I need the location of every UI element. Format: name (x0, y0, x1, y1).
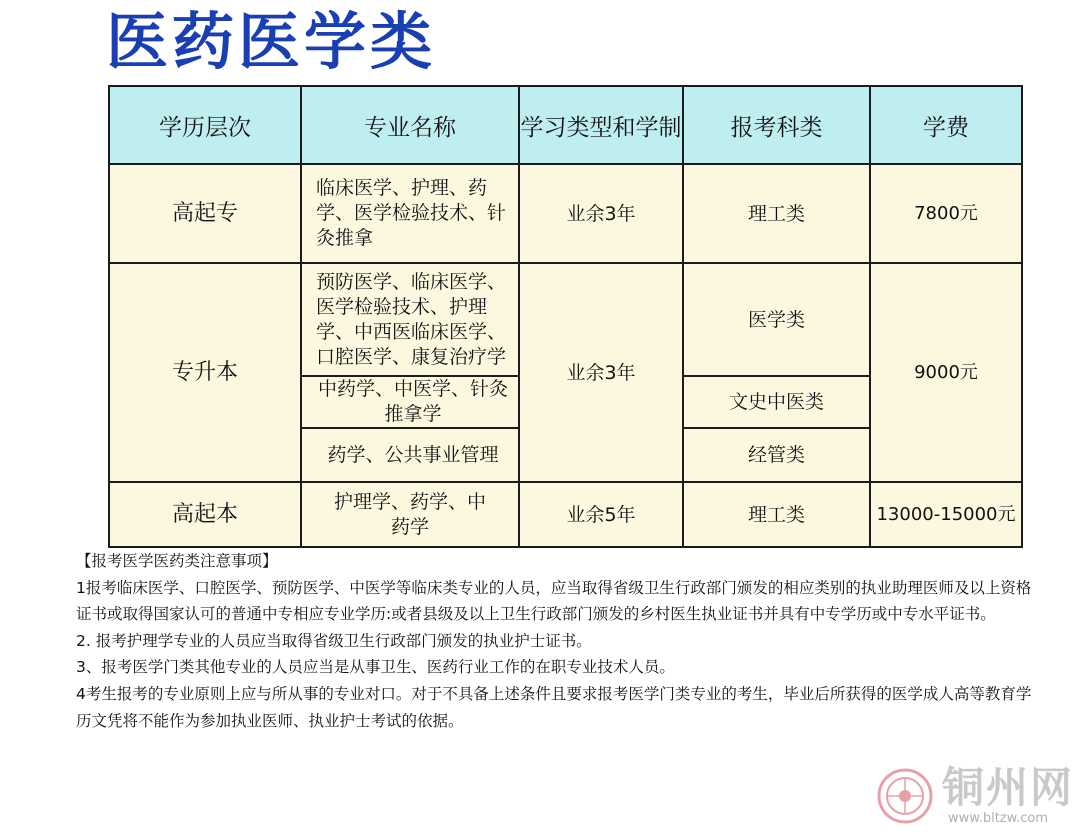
note-item: 1报考临床医学、口腔医学、预防医学、中医学等临床类专业的人员，应当取得省级卫生行政部门颁发的相应类别的执业助理医师及以上资格证书或取得国家认可的普通中专相应专业学历:或者县级及以上卫生行政部门颁发的乡村医生执业证书并具有中专学历或中专水平证书。 (76, 578, 1032, 624)
level-cell: 高起本 (109, 482, 301, 547)
table-row (109, 263, 1022, 376)
study-cell: 业余3年 (519, 164, 683, 263)
category-cell: 经管类 (683, 428, 870, 482)
header-category: 报考科类 (683, 86, 870, 164)
header-level: 学历层次 (109, 86, 301, 164)
category-cell: 医学类 (683, 263, 870, 376)
header-study-type: 学习类型和学制 (519, 86, 683, 164)
note-item: 4考生报考的专业原则上应与所从事的专业对口。对于不具备上述条件且要求报考医学门类专业的考生，毕业后所获得的医学成人高等教育学历文凭将不能作为参加执业医师、执业护士考试的依据。 (76, 684, 1032, 730)
study-cell: 业余3年 (519, 263, 683, 482)
notes-section (76, 548, 1036, 734)
category-cell: 理工类 (683, 482, 870, 547)
major-cell: 药学、公共事业管理 (301, 428, 519, 482)
note-item: 2. 报考护理学专业的人员应当取得省级卫生行政部门颁发的执业护士证书。 (76, 631, 592, 650)
major-cell: 临床医学、护理、药学、医学检验技术、针灸推拿 (301, 164, 519, 263)
watermark (876, 763, 1076, 833)
major-cell: 预防医学、临床医学、医学检验技术、护理学、中西医临床医学、口腔医学、康复治疗学 (301, 263, 519, 376)
level-cell: 专升本 (109, 263, 301, 482)
watermark-url: www.bltzw.com (948, 811, 1048, 826)
category-cell: 理工类 (683, 164, 870, 263)
table-row (109, 482, 1022, 547)
notes-heading: 【报考医学医药类注意事项】 (76, 552, 278, 570)
major-cell: 护理学、药学、中药学 (301, 482, 519, 547)
fee-cell: 13000-15000元 (870, 482, 1022, 547)
major-cell: 中药学、中医学、针灸推拿学 (301, 376, 519, 428)
fee-cell: 9000元 (870, 263, 1022, 482)
watermark-text: 铜州网 (942, 763, 1075, 812)
level-cell: 高起专 (109, 164, 301, 263)
category-cell: 文史中医类 (683, 376, 870, 428)
table-header-row (109, 86, 1022, 164)
study-cell: 业余5年 (519, 482, 683, 547)
header-fee: 学费 (870, 86, 1022, 164)
program-table (108, 85, 1023, 548)
note-item: 3、报考医学门类其他专业的人员应当是从事卫生、医药行业工作的在职专业技术人员。 (76, 658, 675, 677)
seal-icon (876, 767, 934, 825)
page-title: 医药医学类 (106, 5, 437, 78)
header-major: 专业名称 (301, 86, 519, 164)
table-row (109, 164, 1022, 263)
fee-cell: 7800元 (870, 164, 1022, 263)
